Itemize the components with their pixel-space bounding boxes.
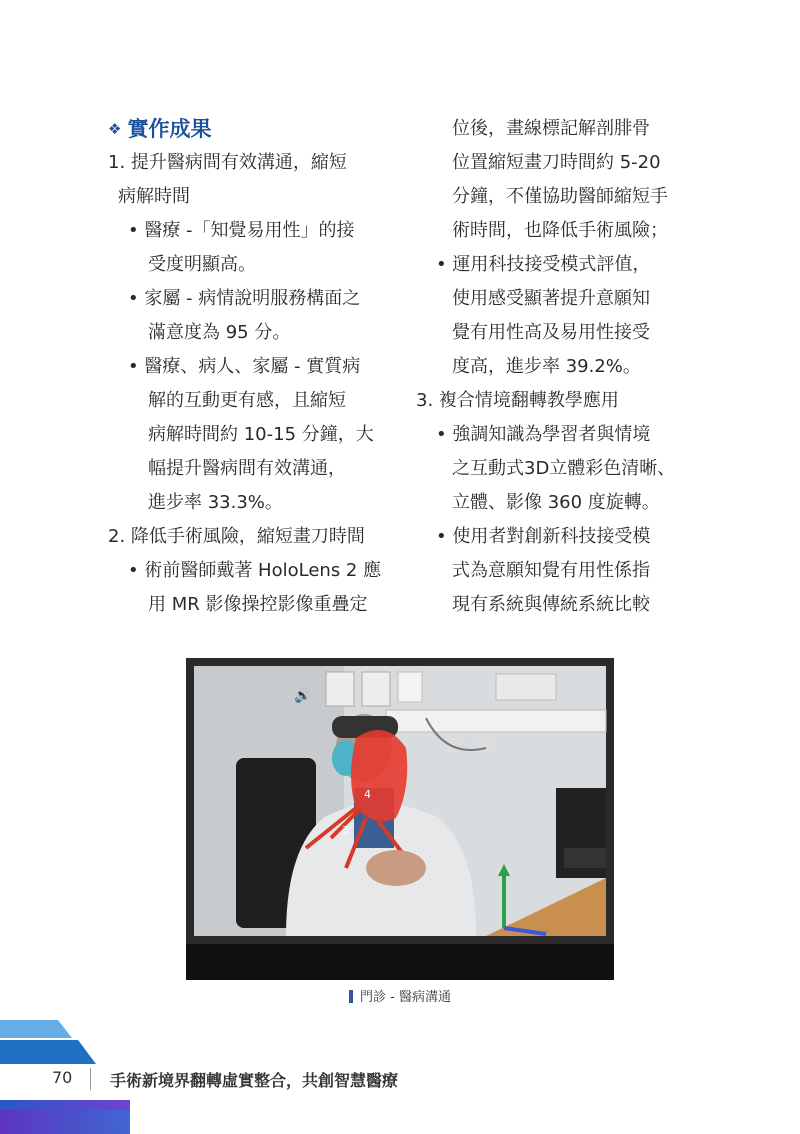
bullet-item-cont: 之互動式3D立體彩色清晰、 [452, 458, 676, 479]
bullet-item-cont: 位置縮短畫刀時間約 5-20 [452, 152, 661, 173]
caption-marker [349, 990, 353, 1003]
bullet-item-cont: 度高，進步率 39.2%。 [452, 356, 641, 377]
photo-caption [0, 986, 800, 1005]
left-column [108, 112, 398, 622]
bullet-item-cont: 進步率 33.3%。 [148, 492, 283, 513]
list-item-heading-2: 2. 降低手術風險，縮短畫刀時間 [108, 526, 365, 547]
bullet-item-cont: 位後，畫線標記解剖腓骨 [452, 118, 650, 139]
caption-text: 門診 - 醫病溝通 [360, 990, 451, 1005]
bullet-item-cont: 式為意願知覺有用性係指 [452, 560, 650, 581]
bullet-item-cont: 滿意度為 95 分。 [148, 322, 291, 343]
page-number: 70 [52, 1068, 73, 1087]
bullet-item-cont: 用 MR 影像操控影像重疊定 [148, 594, 368, 615]
bullet-item-cont: 解的互動更有感，且縮短 [148, 390, 346, 411]
bullet-item-cont: 病解時間約 10-15 分鐘，大 [148, 424, 374, 445]
list-item-text: 病解時間 [118, 186, 190, 207]
list-item-heading-1: 1. 提升醫病間有效溝通，縮短 [108, 152, 347, 173]
bullet-item: • 醫療、病人、家屬 - 實質病 [128, 356, 361, 377]
footer-title: 手術新境界翻轉虛實整合，共創智慧醫療 [110, 1071, 399, 1090]
clinic-photo [186, 658, 614, 980]
bullet-item: • 家屬 - 病情說明服務構面之 [128, 288, 361, 309]
list-item-heading-3: 3. 複合情境翻轉教學應用 [416, 390, 619, 411]
bullet-item-cont: 使用感受顯著提升意願知 [452, 288, 650, 309]
overlay-mark: 4 [364, 788, 371, 801]
right-column [412, 112, 712, 622]
bullet-item: • 運用科技接受模式評值， [436, 254, 651, 275]
bullet-item-cont: 幅提升醫病間有效溝通， [148, 458, 346, 479]
bullet-item-cont: 術時間，也降低手術風險； [452, 220, 668, 241]
bullet-item-cont: 現有系統與傳統系統比較 [452, 594, 650, 615]
bullet-item-cont: 分鐘，不僅協助醫師縮短手 [452, 186, 668, 207]
bullet-item: • 醫療 -「知覺易用性」的接 [128, 220, 355, 241]
bullet-item: • 使用者對創新科技接受模 [436, 526, 651, 547]
overlay-mark: 3 [342, 824, 349, 837]
section-heading [108, 112, 398, 146]
diamond-cluster-icon: ❖ [108, 120, 120, 138]
footer-divider [90, 1068, 91, 1090]
section-title: 實作成果 [127, 117, 212, 141]
bullet-item: • 強調知識為學習者與情境 [436, 424, 651, 445]
bullet-item-cont: 覺有用性高及易用性接受 [452, 322, 650, 343]
bullet-item-cont: 立體、影像 360 度旋轉。 [452, 492, 660, 513]
svg-text:🔊: 🔊 [294, 688, 312, 704]
bullet-item-cont: 受度明顯高。 [148, 254, 256, 275]
bullet-item: • 術前醫師戴著 HoloLens 2 應 [128, 560, 382, 581]
